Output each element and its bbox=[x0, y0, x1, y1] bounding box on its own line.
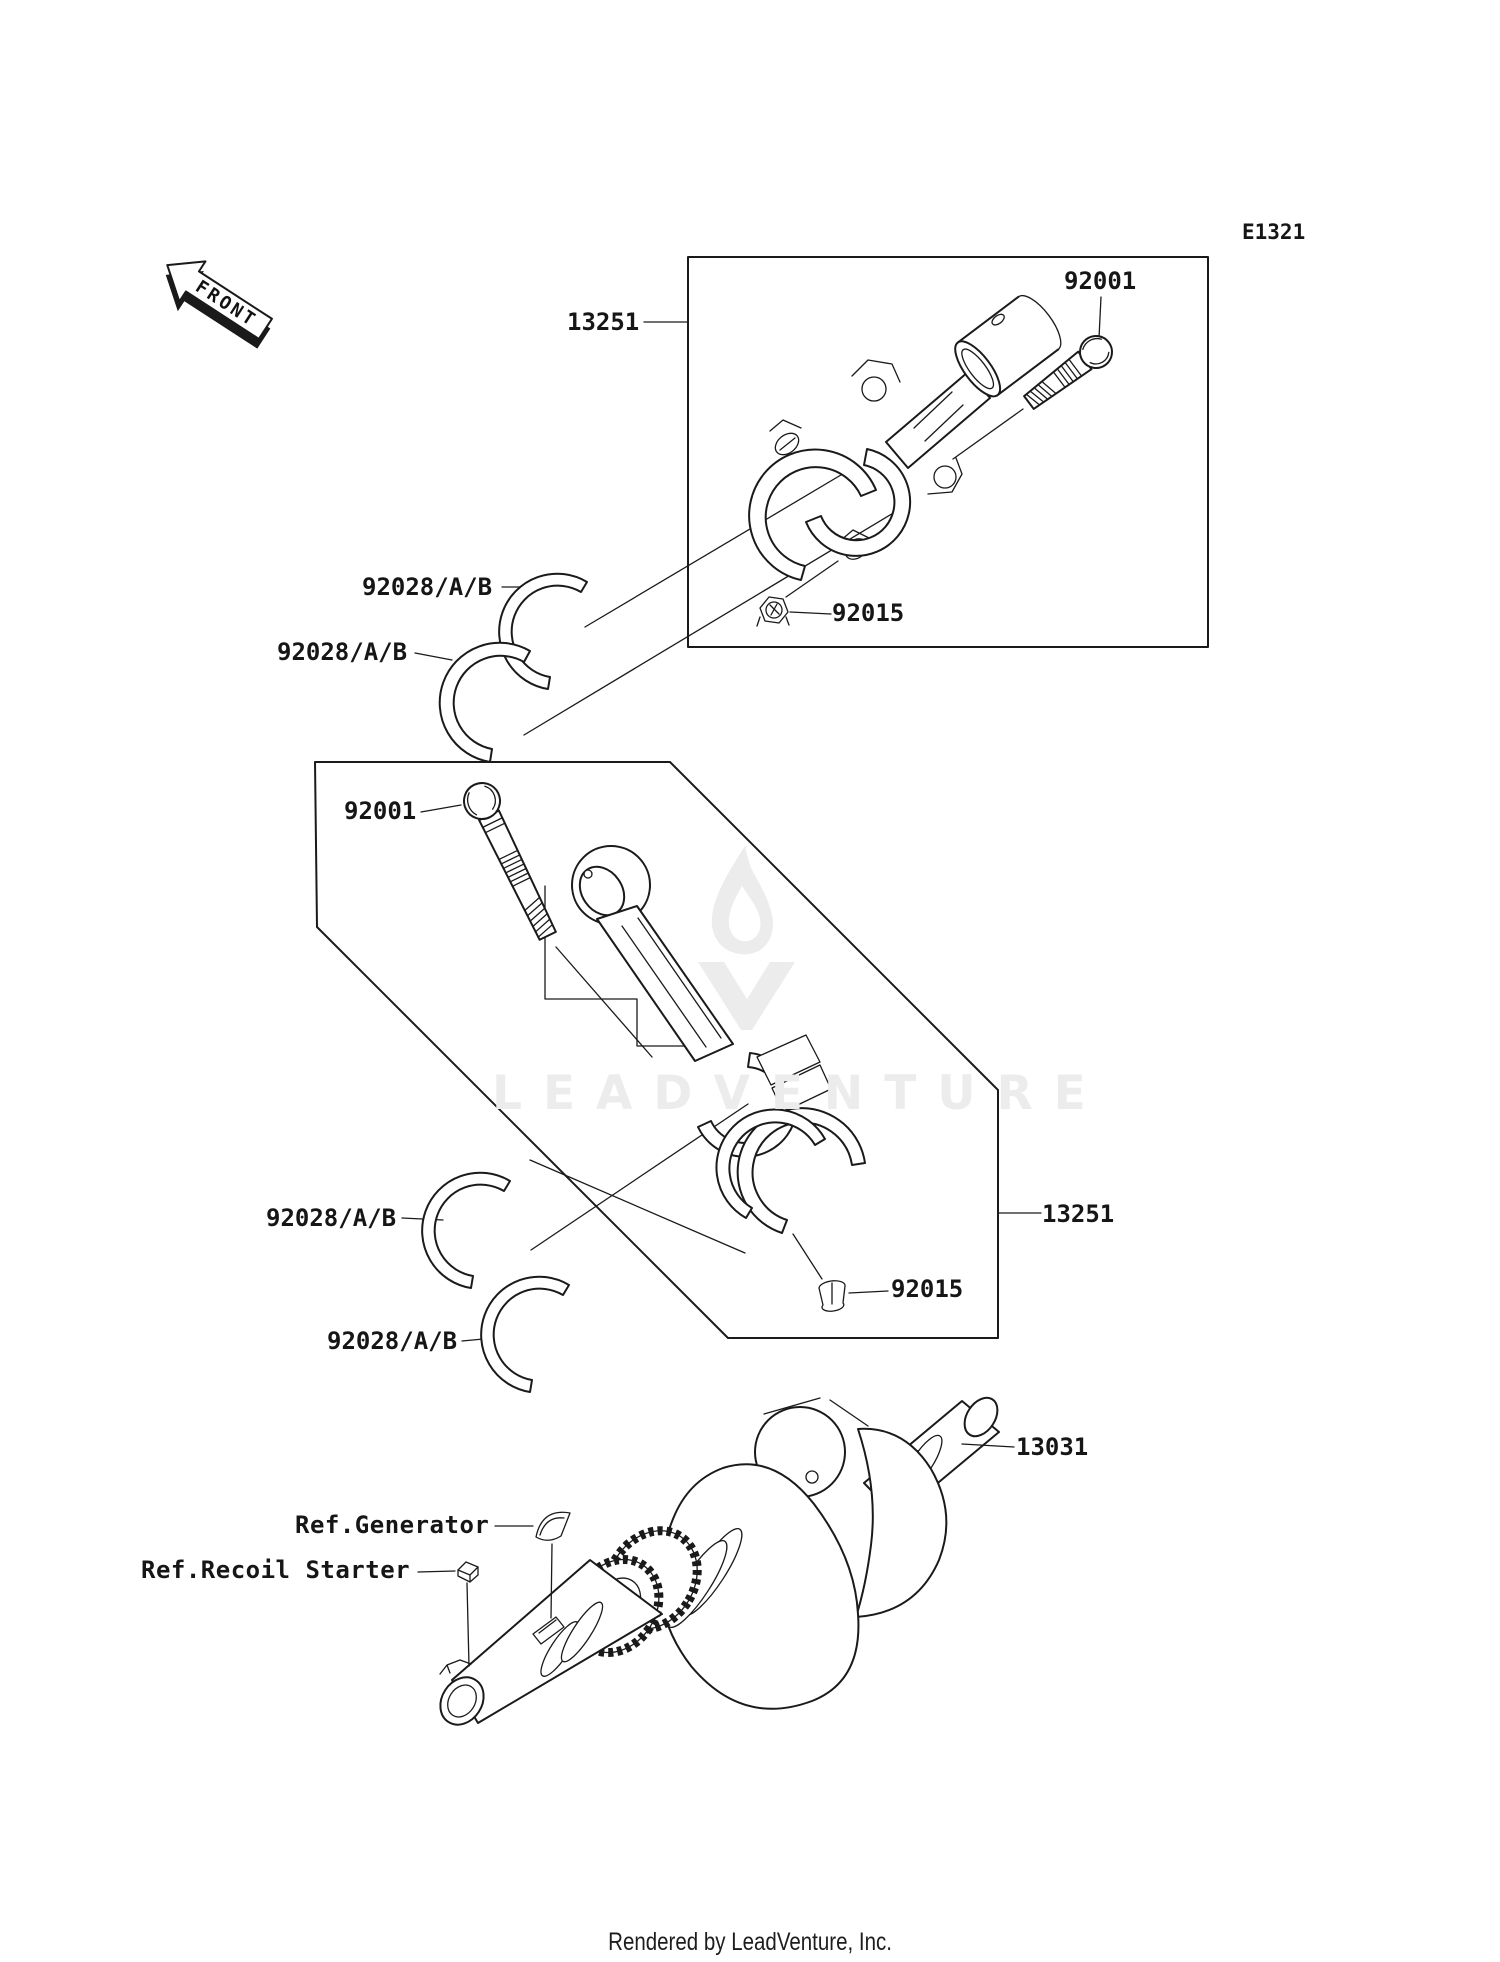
rod-mid-oil-hole bbox=[584, 870, 592, 878]
crank-pin-oil-hole bbox=[806, 1471, 818, 1483]
footer bbox=[0, 1928, 1500, 1957]
bearing-shell-top-upper bbox=[499, 574, 587, 689]
bearing-shell-mid-upper bbox=[422, 1173, 510, 1288]
middle-assembly-box bbox=[315, 762, 1041, 1341]
watermark-text: LEADVENTURE bbox=[492, 1066, 1107, 1121]
label-ref-recoil-starter: Ref.Recoil Starter bbox=[141, 1556, 411, 1584]
label-bearing-shell-mid-lower: 92028/A/B bbox=[327, 1327, 458, 1355]
generator-key bbox=[536, 1512, 570, 1540]
rod-nut-middle bbox=[819, 1281, 845, 1311]
rod-top-ear-hole-1 bbox=[862, 377, 886, 401]
label-crankshaft: 13031 bbox=[1016, 1433, 1089, 1461]
box-middle bbox=[315, 762, 998, 1338]
bearing-shells-middle bbox=[422, 1173, 569, 1392]
front-arrow bbox=[149, 245, 282, 359]
label-rod-bolt-top: 92001 bbox=[1064, 267, 1137, 295]
label-ref-generator: Ref.Generator bbox=[295, 1511, 490, 1539]
front-arrow-text: FRONT bbox=[191, 276, 261, 332]
label-bearing-shell-top-upper: 92028/A/B bbox=[362, 573, 493, 601]
bearing-shells-top bbox=[440, 574, 587, 762]
rod-top-ear-hole-2 bbox=[934, 466, 956, 488]
connecting-rod-top bbox=[749, 289, 1068, 580]
label-rod-assembly-mid: 13251 bbox=[1042, 1200, 1115, 1228]
label-rod-assembly-top: 13251 bbox=[567, 308, 640, 336]
top-assembly-box bbox=[415, 257, 1208, 735]
label-rod-nut-mid: 92015 bbox=[891, 1275, 964, 1303]
label-rod-bolt-mid: 92001 bbox=[344, 797, 417, 825]
page-code: E1321 bbox=[1242, 220, 1306, 244]
recoil-key bbox=[458, 1562, 478, 1582]
footer-text: Rendered by LeadVenture, Inc. bbox=[608, 1928, 892, 1956]
crankshaft bbox=[418, 1392, 1014, 1733]
label-bearing-shell-mid-upper: 92028/A/B bbox=[266, 1204, 397, 1232]
rod-nut-top bbox=[757, 597, 789, 626]
rod-top-cap bbox=[749, 450, 876, 580]
box-top bbox=[688, 257, 1208, 647]
label-rod-nut-top: 92015 bbox=[832, 599, 905, 627]
bearing-shell-mid-lower bbox=[481, 1277, 569, 1392]
rod-bolt-middle bbox=[458, 777, 564, 944]
label-bearing-shell-top-lower: 92028/A/B bbox=[277, 638, 408, 666]
